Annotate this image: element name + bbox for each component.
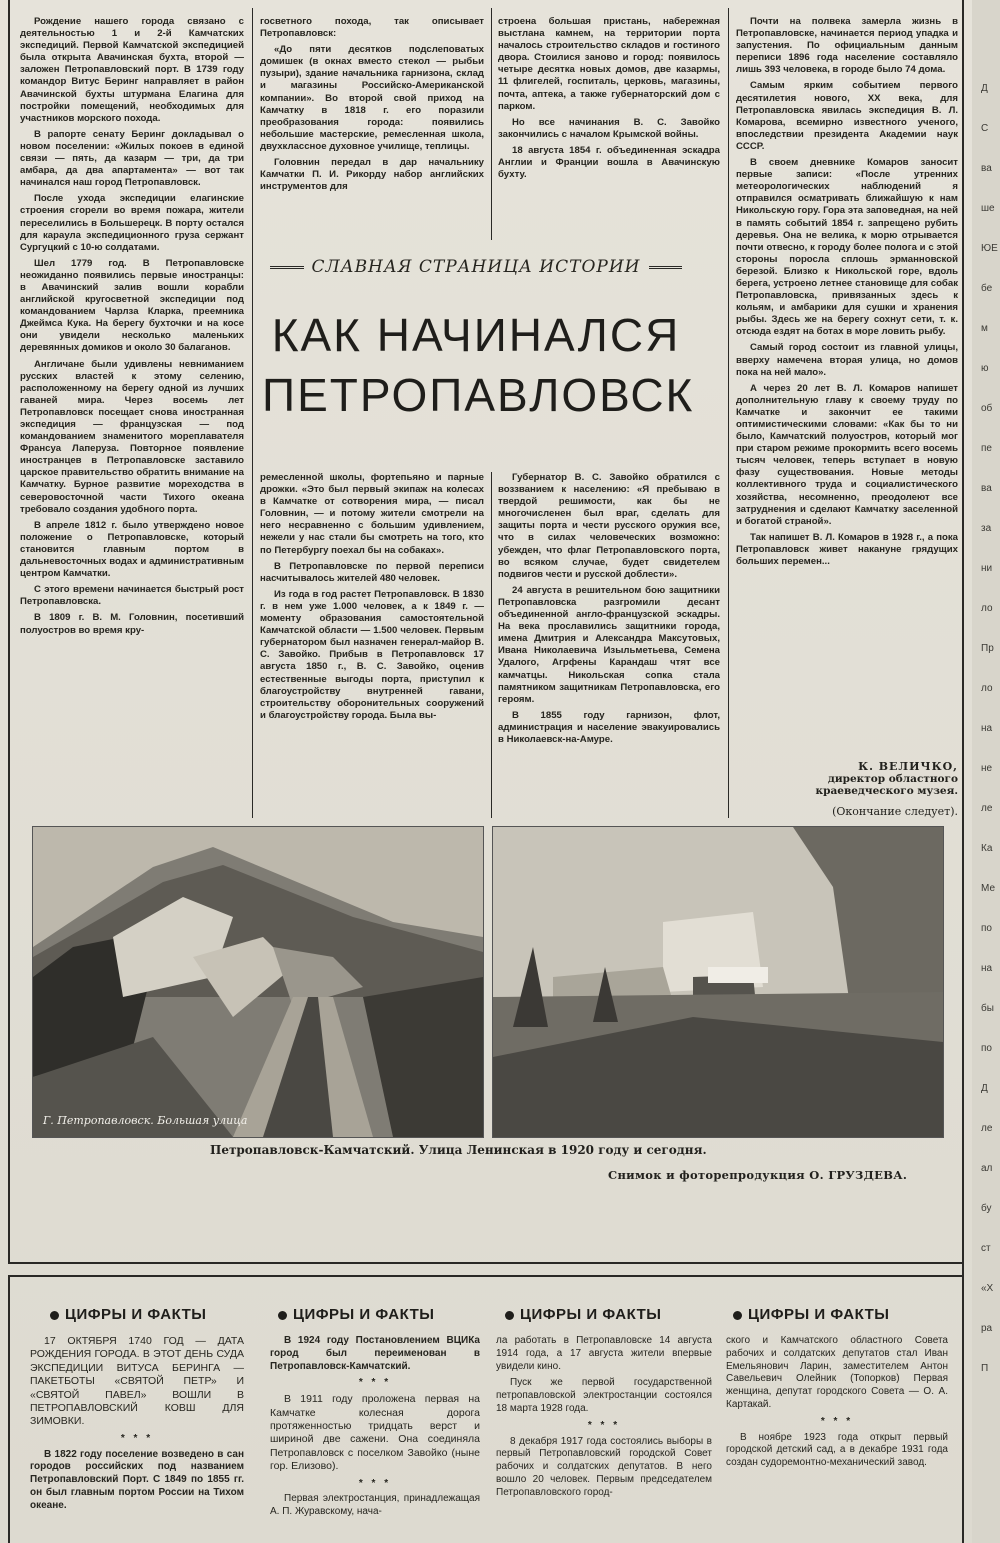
bullet-icon <box>50 1311 59 1320</box>
author-title: директор областного краеведческого музея. <box>815 773 958 797</box>
paragraph: В 1809 г. В. М. Головнин, посетивший полуостров во время кру- <box>20 612 244 636</box>
article-title-block <box>262 243 695 458</box>
edge-fragment: ни <box>981 563 993 574</box>
facts-heading-label: ЦИФРЫ И ФАКТЫ <box>520 1306 662 1323</box>
frame-left-rule <box>8 0 10 1262</box>
headline-line-2: ПЕТРОПАВЛОВСК <box>262 369 695 421</box>
column-separator <box>728 8 729 818</box>
paragraph: С этого времени начинается быстрый рост Петропавловска. <box>20 584 244 608</box>
paragraph: В Петропавловске по первой переписи насчитывалось жителей 480 человек. <box>260 560 484 584</box>
article-column-2-bottom <box>260 472 484 817</box>
article-column-3-top <box>498 16 720 238</box>
facts-heading-2 <box>278 1306 435 1323</box>
bullet-icon <box>505 1311 514 1320</box>
facts-heading-1 <box>50 1306 207 1323</box>
edge-fragment: на <box>981 723 993 734</box>
edge-fragment: бе <box>981 283 993 294</box>
edge-fragment: ва <box>981 163 992 174</box>
paragraph: В 1855 году гарнизон, флот, администрация и население эвакуировались в Николаевск-на-Амуре. <box>498 709 720 745</box>
fact-item: Пуск же первой государственной петропавловской электростанции состоялся 18 марта 1928 года. <box>496 1377 712 1414</box>
article-column-1 <box>20 16 244 816</box>
continued-note: (Окончание следует). <box>832 805 958 818</box>
edge-fragment: на <box>981 963 993 974</box>
fact-separator: * * * <box>358 1477 392 1489</box>
paragraph: госветного похода, так описывает Петропавловск: <box>260 16 484 40</box>
photo-credit: Снимок и фоторепродукция О. ГРУЗДЕВА. <box>608 1168 908 1182</box>
fact-separator: * * * <box>820 1415 854 1427</box>
edge-fragment: ю <box>981 363 989 374</box>
facts-column-2 <box>270 1335 480 1535</box>
author-name: К. ВЕЛИЧКО, <box>858 760 958 773</box>
edge-fragment: за <box>981 523 992 534</box>
rubric-label: СЛАВНАЯ СТРАНИЦА ИСТОРИИ <box>311 257 641 277</box>
column-separator <box>491 472 492 818</box>
paragraph: ремесленной школы, фортепьяно и парные дрожки. «Это был первый экипаж на колесах в Камчатке от сотворения мира, — писал Головнин, — и потому жители смотрели на него несравненно с большим удивлением, нежели у нас стали бы смотреть на того, кто по Петербургу поехал бы на собаках». <box>260 472 484 556</box>
paragraph: В рапорте сенату Беринг докладывал о новом поселении: «Жилых покоев в единой связи — пять, да казарм — три, да три амбара, да два апартамента» — вот так начинался наш город Петропавловск. <box>20 128 244 189</box>
edge-fragment: С <box>981 123 989 134</box>
edge-fragment: «Х <box>981 1283 994 1294</box>
rubric-rule-left <box>270 266 304 269</box>
paragraph: 18 августа 1854 г. объединенная эскадра Англии и Франции вошла в Авачинскую бухту. <box>498 144 720 181</box>
edge-fragment: ле <box>981 803 993 814</box>
edge-fragment: Пр <box>981 643 994 654</box>
headline <box>262 305 695 425</box>
edge-fragment: ва <box>981 483 992 494</box>
facts-heading-label: ЦИФРЫ И ФАКТЫ <box>748 1306 890 1323</box>
bullet-icon <box>733 1311 742 1320</box>
bullet-icon <box>278 1311 287 1320</box>
paragraph: Самым ярким событием первого десятилетия нового, XX века, для Петропавловска явилась экспедиция В. Л. Комарова, всемирно известного ученого, впоследствии президента Академии наук СССР. <box>736 80 958 152</box>
edge-fragment: П <box>981 1363 989 1374</box>
paragraph: В апреле 1812 г. было утверждено новое положение о Петропавловске, который становится главным портом в дальневосточных водах и административным центром Камчатки. <box>20 519 244 580</box>
section-divider-rule <box>8 1262 964 1264</box>
facts-left-rule <box>8 1275 10 1543</box>
paragraph: Самый город состоит из главной улицы, вверху намечена вторая улица, но домов пока на ней мало». <box>736 342 958 378</box>
paragraph: А через 20 лет В. Л. Комаров напишет дополнительную главу к своему труду по Камчатке и закончит ее такими оптимистическими словами: «Как бы то ни было, Камчатский полуостров, который мог при старом режиме прокормить всего восемь тысяч человек, теперь вступает в новую фазу существования. Новые методы коллективного труда и социалистического хозяйства, несомненно, преодолеют все затруднения и сделают Камчатку заселенной и богатой страной». <box>736 382 958 527</box>
article-column-3-bottom <box>498 472 720 817</box>
photo-modern-street <box>492 826 944 1138</box>
facts-heading-3 <box>505 1306 662 1323</box>
headline-line-1: КАК НАЧИНАЛСЯ <box>271 309 681 361</box>
edge-fragment: Ме <box>981 883 996 894</box>
fact-item: В ноябре 1923 года открыт первый городской детский сад, а в декабре 1931 года создан судоремонтно-механический завод. <box>726 1431 948 1469</box>
facts-top-rule <box>8 1275 964 1277</box>
edge-fragment: бу <box>981 1203 992 1214</box>
photo-caption: Петропавловск-Камчатский. Улица Ленинская в 1920 году и сегодня. <box>210 1143 707 1157</box>
edge-fragment: ло <box>981 603 993 614</box>
fact-item: 17 ОКТЯБРЯ 1740 ГОД — ДАТА РОЖДЕНИЯ ГОРОДА. В ЭТОТ ДЕНЬ СУДА ЭКСПЕДИЦИИ ВИТУСА БЕРИНГА — ПАКЕТБОТЫ «СВЯТОЙ ПЕТР» И «СВЯТОЙ ПАВЕЛ» ВОШЛИ В ПЕТРОПАВЛОВСКИЙ КОВШ ДЛЯ ЗИМОВКИ. <box>30 1335 244 1428</box>
facts-heading-label: ЦИФРЫ И ФАКТЫ <box>293 1306 435 1323</box>
edge-fragment: пе <box>981 443 992 454</box>
edge-fragment: ст <box>981 1243 991 1254</box>
edge-fragment: ЮЕ <box>981 243 998 254</box>
paragraph: В своем дневнике Комаров заносит первые записи: «После утренних метеорологических наблюдений я отправился осматривать ближайшую к нам Никольскую гору. Гора эта заповедная, на ней в память событий 1854 г. запрещено рубить деревья. Она не велика, к морю отрывается почти отвесно, к городу более полога и с этой стороны поросла сплошь эрманновской березой. Близко к Никольской горе, вдоль берега, устроено летнее становище для собак Петропавловска, привязанных здесь к кольям, и амбарики для сушки и хранения рыбы. Здесь же на берегу сохнут сети, т. к. отсюда ездят на ботах в море ловить рыбу. <box>736 157 958 338</box>
paragraph: Головнин передал в дар начальнику Камчатки П. И. Рикорду набор английских инструментов для <box>260 157 484 193</box>
edge-fragment: м <box>981 323 988 334</box>
column-separator <box>491 8 492 240</box>
paragraph: После ухода экспедиции елагинские строения сгорели во время пожара, жители переселились в Большерецк. В порту остался для караула экспедиционного груза сержант Сургуцкий с 10-ю солдатами. <box>20 193 244 253</box>
edge-fragment: ло <box>981 683 993 694</box>
fact-item: ла работать в Петропавловске 14 августа 1914 года, а 17 августа жители впервые увидели кино. <box>496 1335 712 1372</box>
adjacent-page-edge <box>972 0 1000 1543</box>
edge-fragment: по <box>981 923 992 934</box>
paragraph: Рождение нашего города связано с деятельностью 1 и 2-й Камчатских экспедиций. Первой Камчатской экспедицией была открыта Авачинская бухта, второй — заложен Петропавловский порт. В 1739 году командор Витус Беринг направляет в район Авачинской бухты штурмана Елагина для постройки помещений, необходимых для участников морского похода. <box>20 16 244 124</box>
facts-column-3 <box>496 1335 712 1535</box>
edge-fragment: ра <box>981 1323 993 1334</box>
facts-column-4 <box>726 1335 948 1535</box>
photo-inscription: Г. Петропавловск. Большая улица <box>43 1114 248 1127</box>
edge-fragment: Д <box>981 1083 988 1094</box>
paragraph: Губернатор В. С. Завойко обратился с воззванием к населению: «Я пребываю в твердой решимости, как бы не многочисленен был враг, сделать для защиты порта и чести русского оружия все, что в силах человеческих возможно: убежден, что флаг Петропавловского порта, во всяком случае, будет свидетелем подвигов чести и русской доблести». <box>498 472 720 580</box>
photo-modern-street-image <box>493 827 943 1137</box>
paragraph: Из года в год растет Петропавловск. В 1830 г. в нем уже 1.000 человек, а к 1849 г. — моменту образования самостоятельной Камчатской области — 1.500 человек. Первым губернатором был назначен генерал-майор В. С. Завойко. Прибыв в Петропавловск 17 августа 1850 г., В. С. Завойко, оценив естественные выгоды порта, приступил к благоустройству внутренней гавани, строительству оборонительных сооружений и благоустройству города. Была вы- <box>260 588 484 721</box>
edge-fragment: ал <box>981 1163 993 1174</box>
facts-heading-label: ЦИФРЫ И ФАКТЫ <box>65 1306 207 1323</box>
edge-fragment: не <box>981 763 993 774</box>
paragraph: Но все начинания В. С. Завойко закончились с началом Крымской войны. <box>498 116 720 140</box>
edge-fragment: по <box>981 1043 992 1054</box>
paragraph: Англичане были удивлены невниманием русских властей к этому селению, расположенному на берегу одной из лучших гаваней мира. Через восемь лет Петропавловск посещает снова иностранная экспедиция — французская — под командованием знаменитого мореплавателя Франсуа Лаперуза. Повторное появление иностранцев в Петропавловске заставило царское правительство обратить внимание на Камчатку. Бурное развитие мореходства в северовосточной части Тихого океана требовало создания удобного порта. <box>20 358 244 515</box>
facts-column-1 <box>30 1335 244 1535</box>
fact-separator: * * * <box>358 1377 392 1389</box>
edge-fragment: ше <box>981 203 995 214</box>
fact-item: В 1822 году поселение возведено в сан городов российских под названием Петропавловский Порт. С 1849 по 1855 гг. он был главным портом России на Тихом океане. <box>30 1448 244 1511</box>
rubric <box>262 243 690 291</box>
fact-item: В 1924 году Постановлением ВЦИКа город был переименован в Петропавловск-Камчатский. <box>270 1335 480 1372</box>
fact-item: В 1911 году проложена первая на Камчатке колесная дорога протяженностью тридцать верст и шириной две сажени. Она соединяла Петропавловск с поселком Завойко (ныне гор. Елизово). <box>270 1393 480 1473</box>
fact-separator: * * * <box>587 1419 621 1431</box>
column-separator <box>252 8 253 818</box>
edge-fragment: об <box>981 403 993 414</box>
facts-heading-4 <box>733 1306 890 1323</box>
frame-right-rule <box>962 0 964 1543</box>
edge-fragment: Ка <box>981 843 993 854</box>
paragraph: Так напишет В. Л. Комаров в 1928 г., а пока Петропавловск живет накануне грядущих больших перемен... <box>736 531 958 568</box>
photo-1920-street <box>32 826 484 1138</box>
paragraph: 24 августа в решительном бою защитники Петропавловска разгромили десант объединенной англо-французской эскадры. На века прославились защитники города, имена Дмитрия и Александра Максутовых, Ивана Николаевича Изыльметьева, Семена Удалого, Агрфены Карандаш чтят все камчатцы. Никольская сопка стала памятником защитникам Петропавловска, его героям. <box>498 584 720 705</box>
author-signature <box>736 760 958 818</box>
photo-1920-street-image <box>33 827 483 1137</box>
paragraph: Шел 1779 год. В Петропавловске неожиданно появились первые иностранцы: в Авачинский залив вошли корабли английской кругосветной экспедиции под командованием Чарлза Кларка, преемника Джеймса Кука. На берегу бухточки и на косе они увидели несколько маленьких деревянных домиков и около 30 балаганов. <box>20 257 244 354</box>
paragraph: Почти на полвека замерла жизнь в Петропавловске, начинается период упадка и запустения. По официальным данным переписи 1896 года население составляло лишь 393 человека, в городе было 74 дома. <box>736 16 958 76</box>
edge-fragment: Д <box>981 83 988 94</box>
fact-item: 8 декабря 1917 года состоялись выборы в первый Петропавловский городской Совет рабочих и солдатских депутатов. В него вошло 20 человек. Первым председателем Петропавловского город- <box>496 1435 712 1498</box>
paragraph: строена большая пристань, набережная выстлана камнем, на территории порта началось строительство складов и гостиного двора. Стоилися заново и город: появилось четыре десятка новых домов, две казармы, 11 флигелей, госпиталь, церковь, магазины, почта, аптека, а также губернаторский дом с парком. <box>498 16 720 112</box>
fact-separator: * * * <box>120 1432 154 1444</box>
fact-item: ского и Камчатского областного Совета рабочих и солдатских депутатов стал Иван Емельянович Ларин, заместителем Антон Савельевич Олейник (Топорков) Первая женщина, депутат городского Совета — О. А. Картакай. <box>726 1335 948 1410</box>
fact-item: Первая электростанция, принадлежащая А. П. Журавскому, нача- <box>270 1493 480 1518</box>
edge-fragment: бы <box>981 1003 994 1014</box>
rubric-rule-right <box>649 266 683 269</box>
article-column-4 <box>736 16 958 736</box>
edge-fragment: ле <box>981 1123 993 1134</box>
article-column-2-top <box>260 16 484 238</box>
paragraph: «До пяти десятков подслеповатых домишек (в окнах вместо стекол — рыбьи пузыри), здание начальника гарнизона, склад и магазины Российско-Американской компании». Во второй свой приход на Камчатку в 1818 г. его поразили преобразования города: появились небольшие мастерские, ремесленная школа, двухклассное духовное училище, теплицы. <box>260 44 484 152</box>
